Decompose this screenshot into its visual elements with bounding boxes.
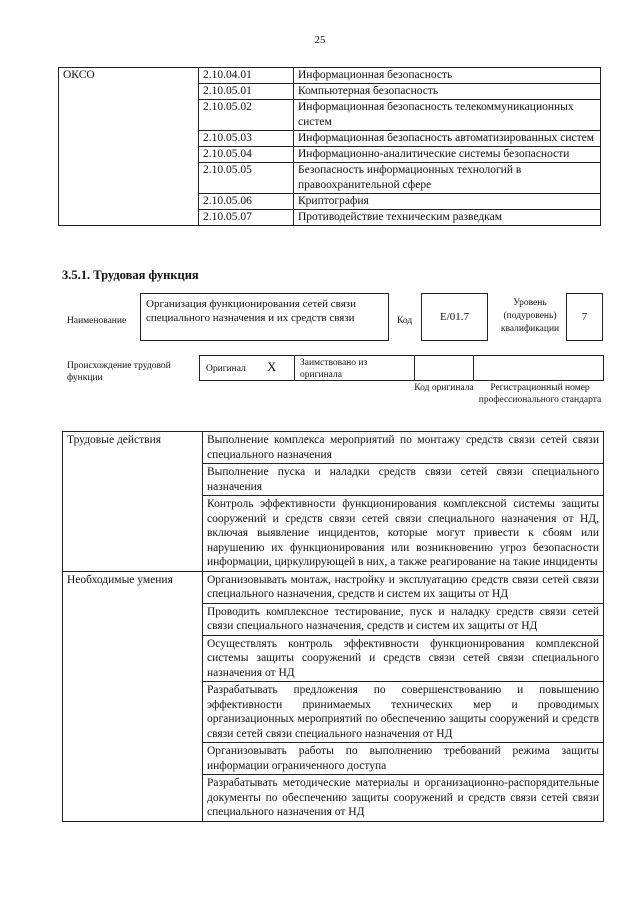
table-row [63, 432, 604, 464]
reg-number-label: Регистрационный номер профессионального стандарта [478, 383, 602, 405]
skill-item: Разрабатывать предложения по совершенствованию и повышению эффективности принимаемых технических мер и проводимых организационных мероприятий по обеспечению защиты сооружений и средств связи сетей связи специального назначения от НД [203, 682, 604, 743]
labor-actions-label: Трудовые действия [63, 432, 203, 572]
function-code-box: E/01.7 [421, 293, 488, 341]
activities-table [62, 431, 604, 822]
borrowed-label: Заимствовано из оригинала [300, 358, 368, 380]
okso-code: 2.10.05.03 [199, 131, 294, 147]
borrowed-box [294, 355, 415, 381]
code-original-box [414, 355, 474, 381]
okso-code: 2.10.05.04 [199, 147, 294, 163]
page-number: 25 [314, 34, 326, 46]
table-row [59, 68, 601, 84]
okso-name: Криптография [294, 194, 601, 210]
okso-label: ОКСО [59, 68, 199, 226]
okso-name: Информационная безопасность телекоммуникационных систем [294, 100, 601, 131]
okso-name: Информационно-аналитические системы безопасности [294, 147, 601, 163]
okso-table [58, 67, 601, 226]
original-mark: X [267, 359, 277, 374]
okso-code: 2.10.04.01 [199, 68, 294, 84]
okso-name: Информационная безопасность автоматизированных систем [294, 131, 601, 147]
origin-label: Происхождение трудовой функции [67, 361, 171, 383]
original-box [199, 355, 295, 381]
skill-item: Организовывать монтаж, настройку и эксплуатацию средств связи сетей связи специального назначения, средств и систем их защиты от НД [203, 571, 604, 603]
function-name-box: Организация функционирования сетей связи специального назначения и их средств связи [140, 293, 389, 341]
okso-name: Информационная безопасность [294, 68, 601, 84]
code-label: Код [397, 316, 413, 326]
level-label: Уровень (подуровень) квалификации [500, 298, 560, 334]
labor-action-item: Выполнение комплекса мероприятий по монтажу средств связи сетей связи специального назначения [203, 432, 604, 464]
code-original-label: Код оригинала [414, 383, 474, 393]
name-label: Наименование [67, 316, 127, 326]
okso-code: 2.10.05.05 [199, 163, 294, 194]
original-label: Оригинал [206, 364, 246, 374]
okso-code: 2.10.05.01 [199, 84, 294, 100]
labor-action-item: Выполнение пуска и наладки средств связи сетей связи специального назначения [203, 464, 604, 496]
skill-item: Организовывать работы по выполнению требований режима защиты информации ограниченного доступа [203, 743, 604, 775]
okso-name: Безопасность информационных технологий в правоохранительной сфере [294, 163, 601, 194]
section-title: 3.5.1. Трудовая функция [62, 268, 199, 282]
reg-number-box [473, 355, 604, 381]
skill-item: Проводить комплексное тестирование, пуск и наладку средств связи сетей связи специального назначения, средств и систем их защиты от НД [203, 603, 604, 635]
okso-name: Компьютерная безопасность [294, 84, 601, 100]
table-row [63, 571, 604, 603]
okso-code: 2.10.05.06 [199, 194, 294, 210]
okso-code: 2.10.05.02 [199, 100, 294, 131]
skills-label: Необходимые умения [63, 571, 203, 821]
skill-item: Разрабатывать методические материалы и организационно-распорядительные документы по обеспечению защиты сооружений и средств связи сетей связи специального назначения от НД [203, 775, 604, 822]
level-box: 7 [566, 293, 603, 341]
okso-code: 2.10.05.07 [199, 210, 294, 226]
skill-item: Осуществлять контроль эффективности функционирования комплексной системы защиты сооружений и средств связи сетей связи специального назначения от НД [203, 635, 604, 682]
labor-action-item: Контроль эффективности функционирования комплексной системы защиты сооружений и средств связи сетей связи специального назначения от НД, включая выявление инцидентов, которые могут привести к сбоям или нарушению их функционирования или возникновению угроз безопасности информации, циркулирующей в них, а также реагирование на такие инциденты [203, 496, 604, 572]
okso-name: Противодействие техническим разведкам [294, 210, 601, 226]
